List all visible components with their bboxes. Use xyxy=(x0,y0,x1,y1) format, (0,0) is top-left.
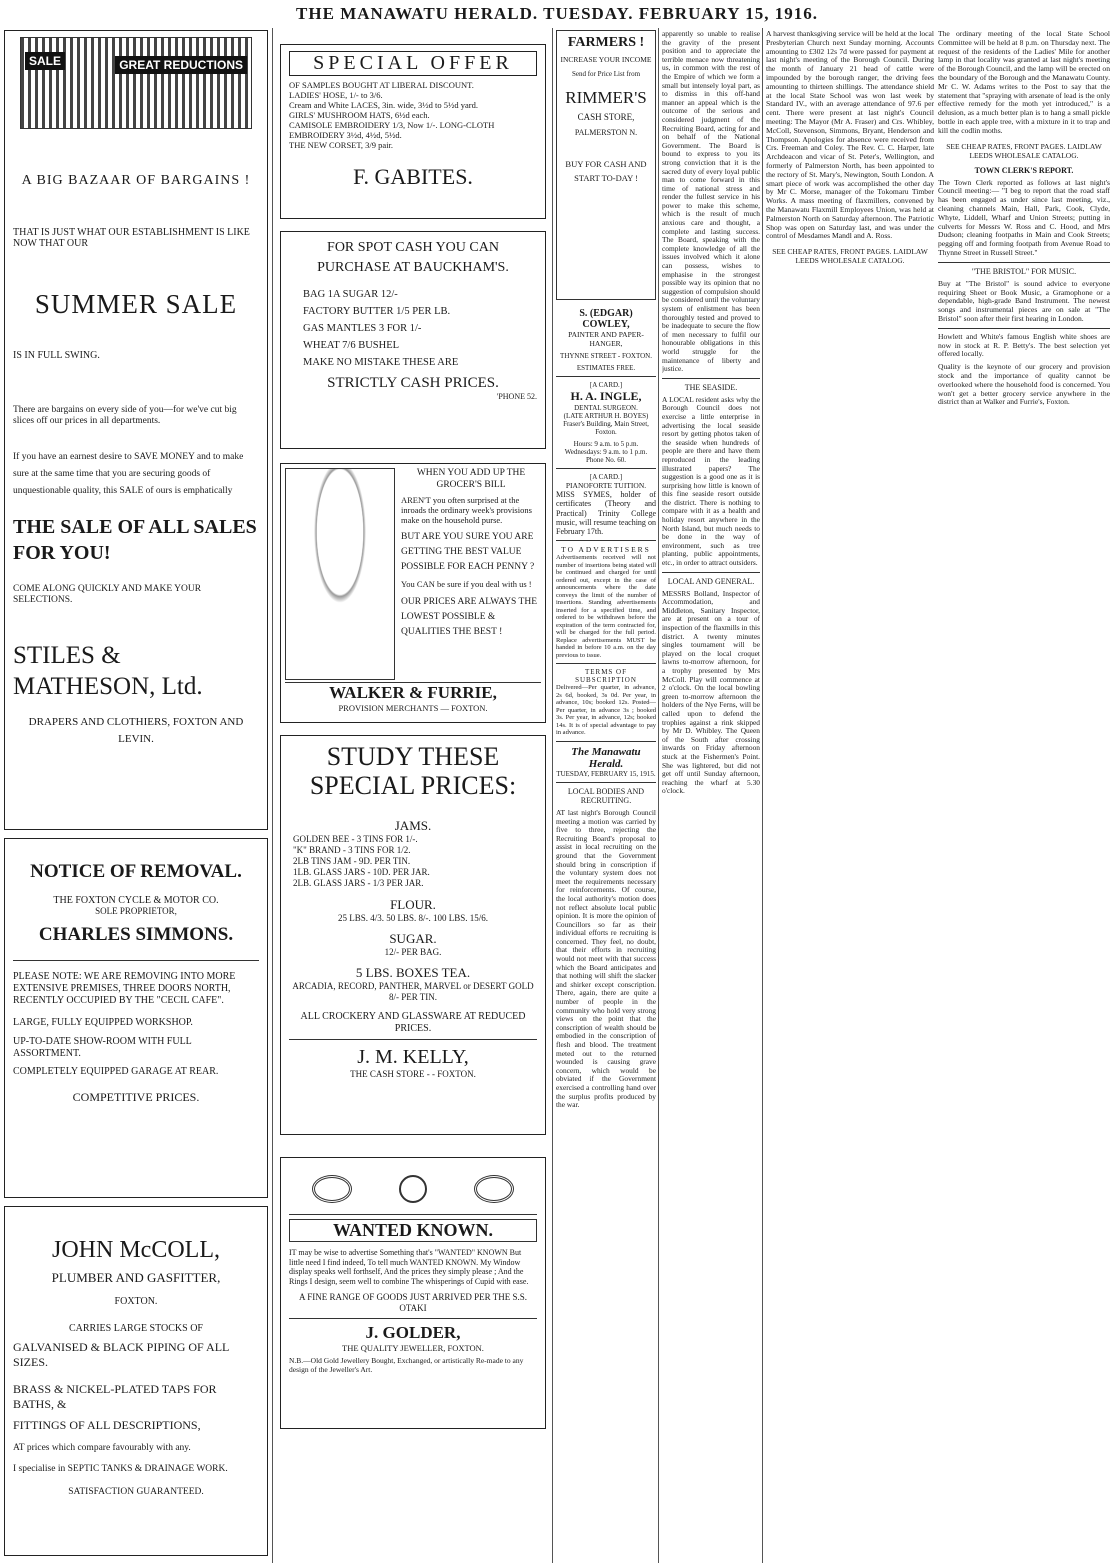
jam-item: 2LB. GLASS JARS - 1/3 PER JAR. xyxy=(293,878,424,888)
cheap-rates-notice: SEE CHEAP RATES, FRONT PAGES. LAIDLAW LEEDS WHOLESALE CATALOG. xyxy=(946,141,1102,160)
divider xyxy=(556,376,656,377)
price-item: FACTORY BUTTER 1/5 PER LB. xyxy=(303,306,451,317)
ring-icon xyxy=(474,1175,514,1203)
local-general-heading: LOCAL AND GENERAL. xyxy=(667,576,755,586)
sugar-heading: SUGAR. xyxy=(389,931,437,946)
divider xyxy=(556,782,656,783)
price-item: BAG 1A SUGAR 12/- xyxy=(303,289,398,300)
stiles-ad xyxy=(4,30,268,830)
simmons-showroom: UP-TO-DATE SHOW-ROOM WITH FULL ASSORTMENT. xyxy=(13,1036,192,1059)
strict-cash: STRICTLY CASH PRICES. xyxy=(327,375,499,391)
cowley-est: ESTIMATES FREE. xyxy=(576,364,636,372)
golder-nb: N.B.—Old Gold Jewellery Bought, Exchanged, or artistically Re-made to any design of the Jeweller's Art. xyxy=(289,1356,524,1374)
gabites-lines xyxy=(289,80,537,150)
simmons-workshop: LARGE, FULLY EQUIPPED WORKSHOP. xyxy=(13,1017,193,1028)
local-bodies-article: AT last night's Borough Council meeting a motion was carried by five to three, rejecting the Recruiting Board's proposal to assist in local recruiting on the ground that the Government should bring in conscription if the voluntary system does not meet the requirements necessary for reinforcements. Of course, the local authority's motion does not reflect absolute local public opinion. It is more the opinion of Councillors so far as their individual efforts re recruiting is concerned. They feel, no doubt, that their efforts in recruiting would not meet with that success which the Board anticipates and that nothing will shift the slacker and shirker except conscription. There, again, there are quite a number of people in the community who hold very strong views on the point that the conscription of wealth should be embodied in the conscription of flesh and blood. The treatment meted out to the returned wounded is causing grave concern, which would be obviated if the Government exercised a controlling hand over the surplus profits produced by the war. xyxy=(556,807,656,1110)
seaside-heading: THE SEASIDE. xyxy=(684,382,738,392)
desire-text: If you have an earnest desire to SAVE MONEY and to make sure at the same time that you are securing goods of unquestionable quality, this SALE of ours is emphatically xyxy=(13,452,244,496)
farmers-heading: FARMERS ! xyxy=(567,35,645,50)
bargains-text: There are bargains on every side of you—for we've cut big slices off our prices in all departments. xyxy=(13,405,237,426)
symes-card: [A CARD.] xyxy=(589,473,623,481)
rimmer-town: PALMERSTON N. xyxy=(574,128,638,137)
walker-body: AREN'T you often surprised at the inroads the ordinary week's provisions make on the household purse. xyxy=(401,495,532,525)
walker-sub: PROVISION MERCHANTS — FOXTON. xyxy=(338,703,488,713)
symes-body: MISS SYMES, holder of certificates (Theory and Practical) Trinity College music, will resume teaching on February 17th. xyxy=(556,490,656,537)
jam-item: 2LB TINS JAM - 9D. PER TIN. xyxy=(293,856,411,866)
divider xyxy=(13,960,259,961)
simmons-garage: COMPLETELY EQUIPPED GARAGE AT REAR. xyxy=(13,1066,219,1077)
walker-name: WALKER & FURRIE, xyxy=(285,682,541,703)
herald-date: TUESDAY, FEBRUARY 15, 1915. xyxy=(556,769,656,778)
divider xyxy=(938,262,1110,263)
bauckham-items xyxy=(289,286,537,371)
rimmer-l1: INCREASE YOUR INCOME xyxy=(560,55,652,64)
simmons-ad xyxy=(4,838,268,1198)
mccoll-fittings: FITTINGS OF ALL DESCRIPTIONS, xyxy=(13,1418,201,1432)
simmons-company: THE FOXTON CYCLE & MOTOR CO. xyxy=(53,895,219,906)
bauckham-ad xyxy=(280,231,546,449)
column-4 xyxy=(662,30,760,796)
jam-item: GOLDEN BEE - 3 TINS FOR 1/-. xyxy=(293,834,418,844)
column-6 xyxy=(938,30,1110,407)
news-paragraphs: A harvest thanksgiving service will be held at the local Presbyterian Church next Sunday morning. Accounts amounting to £302 12s 7d were passed for payment at last night's meeting of the Borough Council. During the month of January 21 head of cattle were impounded by the borough ranger, the driving fees amounting to thirteen shillings. The attendance shield at the local State School was won last week by Standard IV., with an average attendance of 97.6 per cent. There were present at last night's Council meeting: The Mayor (Mr A. Fraser) and Crs. Whibley, McColl, Stevenson, Simmons, Bryant, Henderson and Thompson. Apologies for absence were received from Crs. Freeman and Coley. The Rev. C. C. Harper, late Archdeacon and vicar of St. Peter's, Wellington, and formerly of Palmerston North, has been appointed to the rectory of St. Mary's, Newington, South London. A smart piece of work was accomplished the other day by Mr C. Morse, manager of the Tokomaru Timber Works. A mass meeting of flaxmillers, convened by the Manawatu Flaxmill Employees Union, was held at Palmerston North on Saturday afternoon. The Patriotic Shop was open on Saturday last, and was under the control of Mesdames Mandl and A. Ross. xyxy=(766,30,934,241)
offer-line: OF SAMPLES BOUGHT AT LIBERAL DISCOUNT. xyxy=(289,80,474,90)
divider xyxy=(662,572,760,573)
bauckham-phone: 'PHONE 52. xyxy=(496,392,537,401)
local-bodies-heading: LOCAL BODIES AND RECRUITING. xyxy=(567,786,645,805)
divider xyxy=(289,1318,537,1319)
rimmer-ad xyxy=(556,30,656,300)
column-divider xyxy=(658,28,659,1563)
simmons-name: CHARLES SIMMONS. xyxy=(38,924,234,945)
walker-ad xyxy=(280,463,546,723)
swing-text: IS IN FULL SWING. xyxy=(13,350,100,361)
column-5 xyxy=(766,30,934,265)
column-3 xyxy=(556,30,656,1110)
intro-text: THAT IS JUST WHAT OUR ESTABLISHMENT IS LIKE NOW THAT OUR xyxy=(13,227,250,249)
ingle-name: H. A. INGLE, xyxy=(570,389,642,403)
reductions-sign: GREAT REDUCTIONS xyxy=(115,56,247,74)
wanted-known-heading: WANTED KNOWN. xyxy=(289,1219,537,1242)
mccoll-brass: BRASS & NICKEL-PLATED TAPS FOR BATHS, & xyxy=(13,1382,217,1411)
rimmer-store: CASH STORE, xyxy=(577,112,635,122)
mccoll-trade: PLUMBER AND GASFITTER, xyxy=(51,1270,221,1285)
jams-heading: JAMS. xyxy=(394,818,432,833)
jam-item: 1LB. GLASS JARS - 10D. PER JAR. xyxy=(293,867,430,877)
ingle-hours: Hours: 9 a.m. to 5 p.m. Wednesdays: 9 a.m. to 1 p.m. Phone No. 60. xyxy=(564,440,648,464)
divider xyxy=(556,741,656,742)
rimmer-l2: Send for Price List from xyxy=(571,70,641,78)
walker-head: WHEN YOU ADD UP THE GROCER'S BILL xyxy=(416,468,526,490)
come-text: COME ALONG QUICKLY AND MAKE YOUR SELECTIONS. xyxy=(13,584,202,605)
offer-line: LADIES' HOSE, 1/- to 3/6. xyxy=(289,90,383,100)
offer-line: CAMISOLE EMBROIDERY 1/3, Now 1/-. LONG-CLOTH EMBROIDERY 3½d, 4½d, 5½d. xyxy=(289,120,495,140)
ingle-late: (LATE ARTHUR H. BOYES) xyxy=(563,412,649,420)
jam-item: "K" BRAND - 3 TINS FOR 1/2. xyxy=(293,845,411,855)
golder-range: A FINE RANGE OF GOODS JUST ARRIVED PER THE S.S. OTAKI xyxy=(299,1292,527,1313)
removal-heading: NOTICE OF REMOVAL. xyxy=(30,861,242,882)
bazaar-heading: A BIG BAZAAR OF BARGAINS ! xyxy=(21,173,251,188)
jam-list xyxy=(289,834,537,889)
simmons-note: PLEASE NOTE: WE ARE REMOVING INTO MORE EXTENSIVE PREMISES, THREE DOORS NORTH, RECENTLY OCCUPIED BY THE "CECIL CAFE". xyxy=(13,971,236,1006)
mccoll-name: JOHN McCOLL, xyxy=(52,1237,220,1263)
watch-icon xyxy=(399,1175,427,1203)
walker-can: You CAN be sure if you deal with us ! xyxy=(401,579,532,589)
bauckham-heading: FOR SPOT CASH YOU CAN PURCHASE AT BAUCKHAM'S. xyxy=(317,240,509,275)
crockery-line: ALL CROCKERY AND GLASSWARE AT REDUCED PRICES. xyxy=(300,1011,526,1034)
mistake-text: MAKE NO MISTAKE THESE ARE xyxy=(303,357,459,368)
rimmer-name: RIMMER'S xyxy=(565,88,647,107)
ingle-card: [A CARD.] xyxy=(589,381,623,389)
ingle-addr: Fraser's Building, Main Street, Foxton. xyxy=(563,420,649,436)
divider xyxy=(662,378,760,379)
price-item: WHEAT 7/6 BUSHEL xyxy=(303,340,400,351)
column-divider xyxy=(552,28,553,1563)
tea-heading: 5 LBS. BOXES TEA. xyxy=(355,965,471,980)
mccoll-septic: I specialise in SEPTIC TANKS & DRAINAGE WORK. xyxy=(13,1464,228,1474)
golder-name: J. GOLDER, xyxy=(365,1323,461,1342)
column-1 xyxy=(4,30,268,1556)
sale-headline: THE SALE OF ALL SALES FOR YOU! xyxy=(13,516,257,564)
cowley-name: S. (EDGAR) COWLEY, xyxy=(579,308,633,330)
symes-ad xyxy=(556,473,656,536)
walker-prices: OUR PRICES ARE ALWAYS THE LOWEST POSSIBLE & QUALITIES THE BEST ! xyxy=(401,596,538,637)
flour-line: 25 LBS. 4/3. 50 LBS. 8/-. 100 LBS. 15/6. xyxy=(337,913,489,923)
committee-paragraphs: The ordinary meeting of the local State School Committee will be held at 8 p.m. on Thursday next. The request of the residents of the Ladies' Mile for another lamp in that locality was granted at last night's meeting of the Borough Council, and the lamp will be erected on the boundary of the Borough and the Manawatu County. Mr C. W. Adams writes to the Post to say that the statement that "spraying with arsenate of lead is the only effective remedy for the moth yet introduced," is a delusion, as a much better plan is to hang a small pickle bottle in each apple tree, with a mixture in it to trap and kill the codlin moths. xyxy=(938,30,1110,135)
divider xyxy=(556,663,656,664)
sale-illustration xyxy=(20,37,252,129)
special-offer-heading: SPECIAL OFFER xyxy=(289,51,537,76)
subscription-title: TERMS OF SUBSCRIPTION xyxy=(575,668,637,685)
mccoll-galv: GALVANISED & BLACK PIPING OF ALL SIZES. xyxy=(13,1340,229,1369)
column-divider xyxy=(762,28,763,1563)
flour-heading: FLOUR. xyxy=(390,897,436,912)
advertisers-body: Advertisements received will not number of insertions being stated will be continued and charged for until ordered out, except in the case of announcements where the date conveys the limit of the number of insertions. Standing advertisements inserted for a specified time, and ordered to be withdrawn before the expiration of the term contracted for, will be charged for the full period. Replace advertisements MUST be handed in before 10 a.m. on the day previous to issue. xyxy=(556,554,656,659)
sugar-line: 12/- PER BAG. xyxy=(384,947,442,957)
gabites-name: F. GABITES. xyxy=(353,164,473,189)
bristol-article: Buy at "The Bristol" is sound advice to everyone requiring Sheet or Book Music, a Gramophone or a dependable, high-grade Band Instrument. The newest songs and instrumental pieces are on sale at "The Bristol" soon after their first hearing in London. xyxy=(938,278,1110,323)
cowley-addr: THYNNE STREET - FOXTON. xyxy=(560,352,652,360)
cowley-trade: PAINTER AND PAPER-HANGER, xyxy=(568,330,644,348)
cowley-ad xyxy=(556,308,656,372)
divider xyxy=(556,540,656,541)
stiles-trade: DRAPERS AND CLOTHIERS, FOXTON AND LEVIN. xyxy=(28,716,244,745)
mccoll-sat: SATISFACTION GUARANTEED. xyxy=(68,1487,204,1497)
column-divider xyxy=(272,28,273,1563)
local-general-article: MESSRS Bolland, Inspector of Accommodation, and Middleton, Sanitary Inspector, are at present on a tour of inspection of the flaxmills in this district. A twenty minutes singles tournament will be played on the local croquet lawns to-morrow afternoon, for a trophy presented by Mrs McColl. Play will commence at 2 o'clock. On the local bowling green to-morrow afternoon the holders of the Nye Ferns, will be called upon to defend the trophies against a rink skipped by Mr D. Whibley. The Queen of the South after crossing inwards on Friday afternoon stuck at the Fishermen's Point. She was lightered, but did not get off until Sunday afternoon, reaching the wharf at 5.30 o'clock. xyxy=(662,588,760,796)
woman-illustration xyxy=(285,468,395,680)
kelly-ad xyxy=(280,735,546,1135)
subscription-body: Delivered—Per quarter, in advance, 2s 6d, booked, 3s 0d. Per year, in advance, 10s; booked 12s. Posted—Per quarter, in advance 3s ; booked 3s. Per year, in advance, 12s; booked 14s. It is of special advantage to pay in advance. xyxy=(556,684,656,737)
symes-title: PIANOFORTE TUITION. xyxy=(565,481,647,490)
summer-sale-heading: SUMMER SALE xyxy=(34,289,238,319)
divider xyxy=(938,328,1110,329)
cheap-rates-notice: SEE CHEAP RATES, FRONT PAGES. LAIDLAW LEEDS WHOLESALE CATALOG. xyxy=(772,247,928,266)
kelly-name: J. M. KELLY, xyxy=(357,1046,469,1068)
ingle-ad xyxy=(556,381,656,464)
ring-icon xyxy=(312,1175,352,1203)
tea-line: ARCADIA, RECORD, PANTHER, MARVEL or DESERT GOLD 8/- PER TIN. xyxy=(292,981,534,1002)
golder-ad xyxy=(280,1157,546,1429)
kelly-heading: STUDY THESE SPECIAL PRICES: xyxy=(309,742,517,800)
walker-sure: BUT ARE YOU SURE YOU ARE GETTING THE BEST VALUE POSSIBLE FOR EACH PENNY ? xyxy=(401,532,535,572)
masthead: THE MANAWATU HERALD. TUESDAY. FEBRUARY 15, 1916. xyxy=(296,4,818,23)
advertisers-notice xyxy=(556,545,656,659)
stiles-firm-name: STILES & MATHESON, Ltd. xyxy=(13,642,203,700)
advertisers-title: TO ADVERTISERS xyxy=(561,545,651,555)
mccoll-at: AT prices which compare favourably with any. xyxy=(13,1443,191,1453)
divider xyxy=(556,468,656,469)
mccoll-ad xyxy=(4,1206,268,1556)
subscription-notice xyxy=(556,668,656,737)
town-clerk-article: The Town Clerk reported as follows at last night's Council meeting:— "I beg to report that the road staff has been engaged as under since last meeting, viz., cleaning channels Main, Hall, Park, Cook, Clyde, Whyte, Liddell, Wharf and Union Streets; putting in culverts for Messrs W. Ross and C. Hood, and Mrs Dudson; cleaning footpaths in Main and Cook Streets; pegging off and forming footpath from Avenue Road to Thynne Street in Russell Street." xyxy=(938,177,1110,257)
ingle-trade: DENTAL SURGEON. xyxy=(574,404,638,412)
kelly-sub: THE CASH STORE - - FOXTON. xyxy=(350,1069,476,1079)
howlett-notice: Howlett and White's famous English white shoes are now in stock at R. P. Betty's. The best selection yet offered locally. xyxy=(938,331,1110,359)
rimmer-buy: BUY FOR CASH AND START TO-DAY ! xyxy=(565,159,647,183)
seaside-article: A LOCAL resident asks why the Borough Council does not exercise a little enterprise in advertising the local seaside resort by getting photos taken of the seaside when hundreds of people are there and have them reproduced in the leading illustrated papers? The suggestion is a good one as it is surprising how little is known of this fine seaside resort outside the district. There is nothing to compare with it as a health and holiday resort anywhere in the North Island, but much needs to be done in the way of environment, such as tree planting, public appointments, etc., in order to attract outsiders. xyxy=(662,394,760,568)
simmons-prices: COMPETITIVE PRICES. xyxy=(72,1090,200,1104)
quality-notice: Quality is the keynote of our grocery and provision stock and the importance of quality cannot be overlooked where the household food is concerned. You won't get a better grocery service anywhere in the district than at Walker and Furrie's, Foxton. xyxy=(938,362,1110,407)
offer-line: THE NEW CORSET, 3/9 pair. xyxy=(289,140,394,150)
jewellery-illustration xyxy=(289,1164,537,1215)
recruiting-article: apparently so unable to realise the gravity of the present position and to appreciate the terrible menace now threatening us, in common with the rest of the Empire of which we form a small but intensely loyal part, as to dismiss in this off-hand manner an appeal which is the outcome of the serious and considered judgment of the Recruiting Board, acting for and on behalf of the National Government. The Board is bound to express to you its strong conviction that it is the sacred duty of every loyal public man to come forward in this time of national stress and render the fullest service in his power to make this scheme, which is the result of much anxious care and thought, a complete and lasting success. The Board, speaking with the complete knowledge of all the issues involved which it alone can possess, wishes to emphasise in the strongest possible way its opinion that no suggestion of compulsion should be considered until the voluntary system of enlistment has been thoroughly tested and proved to be inadequate to secure the flow of men necessary to fulfil our honourable obligations in this world struggle for the maintenance of liberty and justice. xyxy=(662,30,760,374)
gabites-ad xyxy=(280,44,546,219)
divider xyxy=(289,1039,537,1040)
price-item: GAS MANTLES 3 FOR 1/- xyxy=(303,323,422,334)
golder-verse: IT may be wise to advertise Something that's "WANTED" KNOWN But little need I find indeed, To tell much WANTED KNOWN. My Window display speaks well forthself, And the prices they simply please ; And the Rings I design, seem well to combine The whisperings of Cupid with ease. xyxy=(289,1248,529,1286)
simmons-proprietor: SOLE PROPRIETOR, xyxy=(95,906,177,916)
bristol-heading: "THE BRISTOL" FOR MUSIC. xyxy=(971,266,1077,276)
offer-line: GIRLS' MUSHROOM HATS, 6½d each. xyxy=(289,110,430,120)
sale-sign: SALE xyxy=(25,52,65,70)
herald-nameplate: The Manawatu Herald. xyxy=(571,745,641,770)
mccoll-carries: CARRIES LARGE STOCKS OF xyxy=(68,1323,203,1334)
golder-sub: THE QUALITY JEWELLER, FOXTON. xyxy=(342,1343,484,1353)
town-clerk-heading: TOWN CLERK'S REPORT. xyxy=(974,165,1074,175)
column-2 xyxy=(280,30,546,1429)
mccoll-town: FOXTON. xyxy=(114,1296,158,1307)
offer-line: Cream and White LACES, 3in. wide, 3½d to 5½d yard. xyxy=(289,100,478,110)
